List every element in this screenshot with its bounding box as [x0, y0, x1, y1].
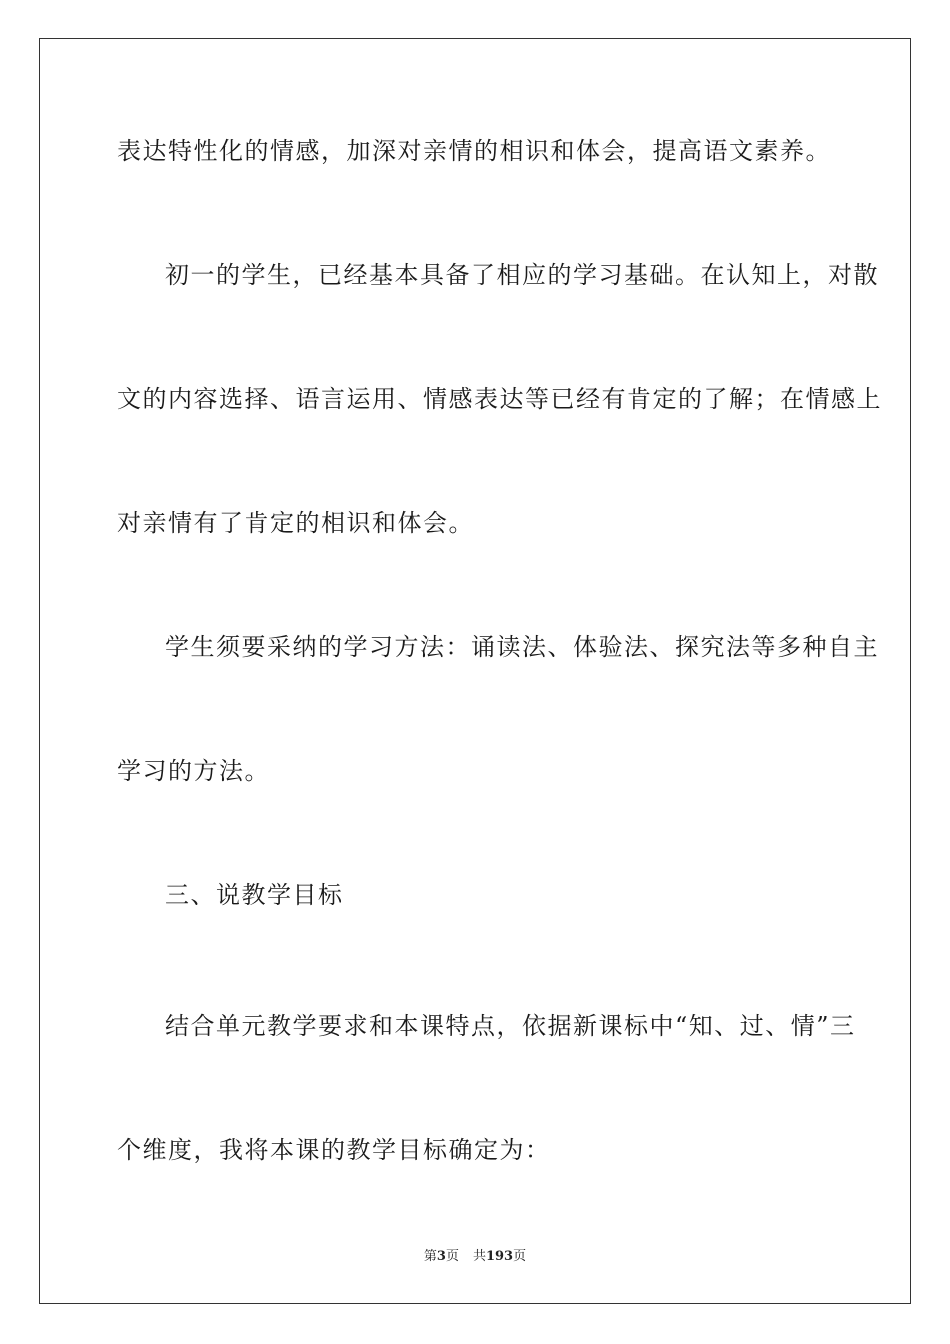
total-prefix: 共: [472, 1249, 486, 1264]
text-line-3: 文的内容选择、语言运用、情感表达等已经有肯定的了解；在情感上: [117, 385, 882, 413]
text-line-4: 对亲情有了肯定的相识和体会。: [117, 509, 474, 537]
section-heading: 三、说教学目标: [165, 881, 344, 909]
total-suffix: 页: [513, 1249, 527, 1264]
text-line-2: 初一的学生，已经基本具备了相应的学习基础。在认知上，对散: [165, 261, 879, 289]
text-line-8: 结合单元教学要求和本课特点，依据新课标中“知、过、情”三: [165, 1012, 856, 1040]
text-line-9: 个维度，我将本课的教学目标确定为：: [117, 1136, 551, 1164]
text-line-1: 表达特性化的情感，加深对亲情的相识和体会，提高语文素养。: [117, 137, 831, 165]
page-prefix: 第: [423, 1249, 437, 1264]
page-suffix: 页: [445, 1249, 459, 1264]
total-pages: 193: [485, 1249, 514, 1264]
page-number: 3: [436, 1249, 446, 1264]
page-border: [39, 38, 911, 1304]
text-line-5: 学生须要采纳的学习方法：诵读法、体验法、探究法等多种自主: [165, 633, 879, 661]
page-footer: [0, 1249, 950, 1265]
text-line-6: 学习的方法。: [117, 757, 270, 785]
